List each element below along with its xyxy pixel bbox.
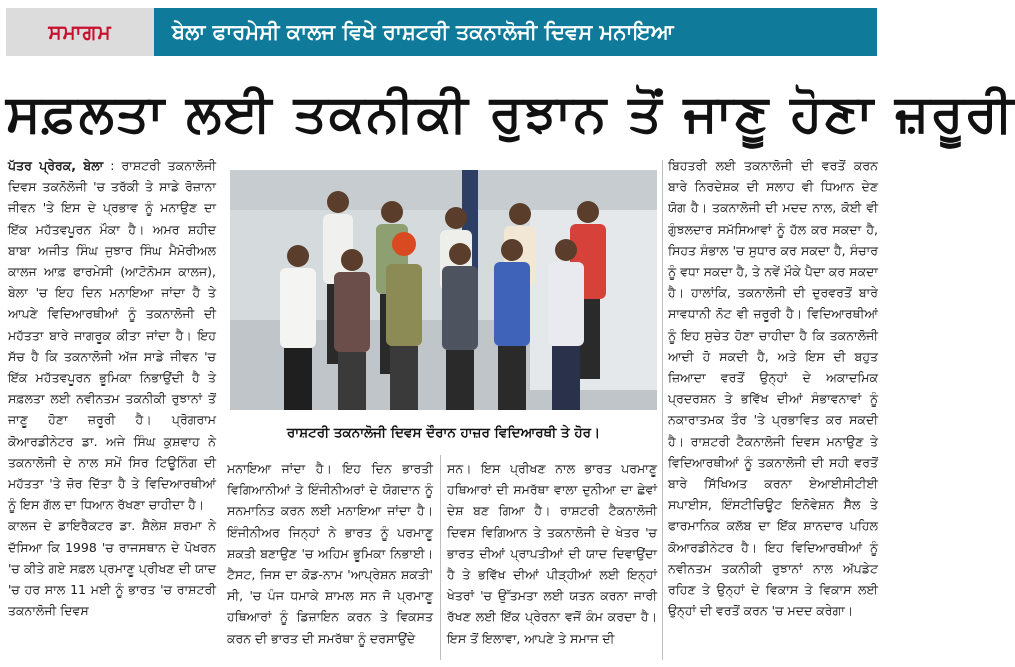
article-paragraph: ਸਨ। ਇਸ ਪ੍ਰੀਖਣ ਨਾਲ ਭਾਰਤ ਪਰਮਾਣੂ ਹਥਿਆਰਾਂ ਦੀ ਸਮਰੱਥਾ ਵਾਲਾ ਦੁਨੀਆ ਦਾ ਛੇਵਾਂ ਦੇਸ਼ ਬਣ ਗਿਆ ਹੈ। ਰਾਸ਼ਟਰੀ ਟੈਕਨਾਲੋਜੀ ਦਿਵਸ ਵਿਗਿਆਨ ਤੇ ਤਕਨਾਲੋਜੀ ਦੇ ਖੇਤਰ 'ਚ ਭਾਰਤ ਦੀਆਂ ਪ੍ਰਾਪਤੀਆਂ ਦੀ ਯਾਦ ਦਿਵਾਉਂਦਾ ਹੈ ਤੇ ਭਵਿੱਖ ਦੀਆਂ ਪੀੜ੍ਹੀਆਂ ਲਈ ਇਨ੍ਹਾਂ ਖੇਤਰਾਂ 'ਚ ਉੱਤਮਤਾ ਲਈ ਯਤਨ ਕਰਨਾ ਜਾਰੀ ਰੱਖਣ ਲਈ ਇੱਕ ਪ੍ਰੇਰਨਾ ਵਜੋਂ ਕੰਮ ਕਰਦਾ ਹੈ। ਇਸ ਤੋਂ ਇਲਾਵਾ, ਆਪਣੇ ਤੇ ਸਮਾਜ ਦੀ [447, 461, 657, 646]
article-column-middle-1 [227, 458, 433, 665]
section-title: ਬੇਲਾ ਫਾਰਮੇਸੀ ਕਾਲਜ ਵਿਖੇ ਰਾਸ਼ਟਰੀ ਤਕਨਾਲੋਜੀ ਦਿਵਸ ਮਨਾਇਆ [154, 8, 877, 56]
section-tag: ਸਮਾਗਮ [6, 8, 154, 56]
section-header [6, 8, 877, 56]
article-column-left [8, 155, 216, 665]
article-column-middle-2 [447, 458, 657, 665]
column-divider [440, 455, 441, 660]
article-paragraph: ਮਨਾਇਆ ਜਾਂਦਾ ਹੈ। ਇਹ ਦਿਨ ਭਾਰਤੀ ਵਿਗਿਆਨੀਆਂ ਤੇ ਇੰਜੀਨੀਅਰਾਂ ਦੇ ਯੋਗਦਾਨ ਨੂੰ ਸਨਮਾਨਿਤ ਕਰਨ ਲਈ ਮਨਾਇਆ ਜਾਂਦਾ ਹੈ। ਇੰਜੀਨੀਅਰ ਜਿਨ੍ਹਾਂ ਨੇ ਭਾਰਤ ਨੂੰ ਪਰਮਾਣੂ ਸ਼ਕਤੀ ਬਣਾਉਣ 'ਚ ਅਹਿਮ ਭੂਮਿਕਾ ਨਿਭਾਈ। ਟੈਸਟ, ਜਿਸ ਦਾ ਕੋਡ-ਨਾਮ 'ਆਪ੍ਰੇਸ਼ਨ ਸ਼ਕਤੀ' ਸੀ, 'ਚ ਪੰਜ ਧਮਾਕੇ ਸ਼ਾਮਲ ਸਨ ਜੋ ਪ੍ਰਮਾਣੂ ਹਥਿਆਰਾਂ ਨੂੰ ਡਿਜ਼ਾਇਨ ਕਰਨ ਤੇ ਵਿਕਸਤ ਕਰਨ ਦੀ ਭਾਰਤ ਦੀ ਸਮਰੱਥਾ ਨੂੰ ਦਰਸਾਉਂਦੇ [227, 461, 433, 646]
article-column-right [668, 155, 878, 660]
article-paragraph: ਕਾਲਜ ਦੇ ਡਾਇਰੈਕਟਰ ਡਾ. ਸ਼ੈਲੇਸ਼ ਸ਼ਰਮਾ ਨੇ ਦੱਸਿਆ ਕਿ 1998 'ਚ ਰਾਜਸਥਾਨ ਦੇ ਪੋਖਰਨ 'ਚ ਕੀਤੇ ਗਏ ਸਫ਼ਲ ਪ੍ਰਮਾਣੂ ਪ੍ਰੀਖਣ ਦੀ ਯਾਦ 'ਚ ਹਰ ਸਾਲ 11 ਮਈ ਨੂੰ ਭਾਰਤ 'ਚ ਰਾਸ਼ਟਰੀ ਤਕਨਾਲੋਜੀ ਦਿਵਸ [8, 518, 216, 619]
group-photo [230, 170, 657, 410]
article-paragraph: ਬਿਹਤਰੀ ਲਈ ਤਕਨਾਲੋਜੀ ਦੀ ਵਰਤੋਂ ਕਰਨ ਬਾਰੇ ਨਿਰਦੇਸ਼ਕ ਦੀ ਸਲਾਹ ਵੀ ਧਿਆਨ ਦੇਣ ਯੋਗ ਹੈ। ਤਕਨਾਲੋਜੀ ਦੀ ਮਦਦ ਨਾਲ, ਕੋਈ ਵੀ ਗੁੰਝਲਦਾਰ ਸਮੱਸਿਆਵਾਂ ਨੂੰ ਹੱਲ ਕਰ ਸਕਦਾ ਹੈ, ਸਿਹਤ ਸੰਭਾਲ 'ਚ ਸੁਧਾਰ ਕਰ ਸਕਦਾ ਹੈ, ਸੰਚਾਰ ਨੂੰ ਵਧਾ ਸਕਦਾ ਹੈ, ਤੇ ਨਵੇਂ ਮੌਕੇ ਪੈਦਾ ਕਰ ਸਕਦਾ ਹੈ। ਹਾਲਾਂਕਿ, ਤਕਨਾਲੋਜੀ ਦੀ ਦੁਰਵਰਤੋਂ ਬਾਰੇ ਸਾਵਧਾਨੀ ਨੋਟ ਵੀ ਜ਼ਰੂਰੀ ਹੈ। ਵਿਦਿਆਰਥੀਆਂ ਨੂੰ ਇਹ ਸੁਚੇਤ ਹੋਣਾ ਚਾਹੀਦਾ ਹੈ ਕਿ ਤਕਨਾਲੋਜੀ ਆਦੀ ਹੋ ਸਕਦੀ ਹੈ, ਅਤੇ ਇਸ ਦੀ ਬਹੁਤ ਜ਼ਿਆਦਾ ਵਰਤੋਂ ਉਨ੍ਹਾਂ ਦੇ ਅਕਾਦਮਿਕ ਪ੍ਰਦਰਸ਼ਨ ਤੇ ਭਵਿੱਖ ਦੀਆਂ ਸੰਭਾਵਨਾਵਾਂ ਨੂੰ ਨਕਾਰਾਤਮਕ ਤੌਰ 'ਤੇ ਪ੍ਰਭਾਵਿਤ ਕਰ ਸਕਦੀ ਹੈ। ਰਾਸ਼ਟਰੀ ਟੈਕਨਾਲੋਜੀ ਦਿਵਸ ਮਨਾਉਣ ਤੇ ਵਿਦਿਆਰਥੀਆਂ ਨੂੰ ਤਕਨਾਲੋਜੀ ਦੀ ਸਹੀ ਵਰਤੋਂ ਬਾਰੇ ਸਿੱਖਿਅਤ ਕਰਨਾ ਏਆਈਸੀਟੀਈ ਸਪਾਈਸ, ਇੰਸਟੀਚਿਊਟ ਇਨੋਵੇਸ਼ਨ ਸੈੱਲ ਤੇ ਫਾਰਮਾਨਿਕ ਕਲੱਬ ਦਾ ਇੱਕ ਸ਼ਾਨਦਾਰ ਪਹਿਲ ਕੋਆਰਡੀਨੇਟਰ ਹੈ। ਇਹ ਵਿਦਿਆਰਥੀਆਂ ਨੂੰ ਨਵੀਨਤਮ ਤਕਨੀਕੀ ਰੁਝਾਨਾਂ ਨਾਲ ਅੱਪਡੇਟ ਰਹਿਣ ਤੇ ਉਨ੍ਹਾਂ ਦੇ ਵਿਕਾਸ ਤੇ ਵਿਕਾਸ ਲਈ ਉਨ੍ਹਾਂ ਦੀ ਵਰਤੋਂ ਕਰਨ 'ਚ ਮਦਦ ਕਰੇਗਾ। [668, 158, 878, 619]
headline: ਸਫ਼ਲਤਾ ਲਈ ਤਕਨੀਕੀ ਰੁਝਾਨ ਤੋਂ ਜਾਣੂ ਹੋਣਾ ਜ਼ਰੂਰੀ [6, 84, 1015, 144]
photo-caption: ਰਾਸ਼ਟਰੀ ਤਕਨਾਲੋਜੀ ਦਿਵਸ ਦੌਰਾਨ ਹਾਜ਼ਰ ਵਿਦਿਆਰਥੀ ਤੇ ਹੋਰ। [286, 425, 601, 441]
article-intro: : ਰਾਸ਼ਟਰੀ ਤਕਨਾਲੋਜੀ ਦਿਵਸ ਤਕਨੋਲੋਜੀ 'ਚ ਤਰੱਕੀ ਤੇ ਸਾਡੇ ਰੋਜ਼ਾਨਾ ਜੀਵਨ 'ਤੇ ਇਸ ਦੇ ਪ੍ਰਭਾਵ ਨੂੰ ਮਨਾਉਣ ਦਾ ਇੱਕ ਮਹੱਤਵਪੂਰਨ ਮੌਕਾ ਹੈ। ਅਮਰ ਸ਼ਹੀਦ ਬਾਬਾ ਅਜੀਤ ਸਿੰਘ ਜੁਝਾਰ ਸਿੰਘ ਮੈਮੋਰੀਅਲ ਕਾਲਜ ਆਫ਼ ਫਾਰਮੇਸੀ (ਆਟੋਨੋਮਸ ਕਾਲਜ), ਬੇਲਾ 'ਚ ਇਹ ਦਿਨ ਮਨਾਇਆ ਜਾਂਦਾ ਹੈ ਤੇ ਆਪਣੇ ਵਿਦਿਆਰਥੀਆਂ ਨੂੰ ਤਕਨਾਲੋਜੀ ਦੀ ਮਹੱਤਤਾ ਬਾਰੇ ਜਾਗਰੂਕ ਕੀਤਾ ਜਾਂਦਾ ਹੈ। ਇਹ ਸੱਚ ਹੈ ਕਿ ਤਕਨਾਲੋਜੀ ਅੱਜ ਸਾਡੇ ਜੀਵਨ 'ਚ ਇੱਕ ਮਹੱਤਵਪੂਰਨ ਭੂਮਿਕਾ ਨਿਭਾਉਂਦੀ ਹੈ ਤੇ ਸਫ਼ਲਤਾ ਲਈ ਨਵੀਨਤਮ ਤਕਨੀਕੀ ਰੁਝਾਨਾਂ ਤੋਂ ਜਾਣੂ ਹੋਣਾ ਜ਼ਰੂਰੀ ਹੈ। ਪ੍ਰੋਗਰਾਮ ਕੋਆਰਡੀਨੇਟਰ ਡਾ. ਅਜੇ ਸਿੰਘ ਕੁਸ਼ਵਾਹ ਨੇ ਤਕਨਾਲੋਜੀ ਦੇ ਨਾਲ ਸਮੇਂ ਸਿਰ ਟਿਊਨਿੰਗ ਦੀ ਮਹੱਤਤਾ 'ਤੇ ਜ਼ੋਰ ਦਿੱਤਾ ਹੈ ਤੇ ਵਿਦਿਆਰਥੀਆਂ ਨੂੰ ਇਸ ਗੱਲ ਦਾ ਧਿਆਨ ਰੱਖਣਾ ਚਾਹੀਦਾ ਹੈ। [8, 158, 216, 513]
byline: ਪੱਤਰ ਪ੍ਰੇਰਕ, ਬੇਲਾ [8, 158, 104, 173]
group-photo-illustration [230, 170, 657, 410]
column-divider [662, 160, 663, 660]
